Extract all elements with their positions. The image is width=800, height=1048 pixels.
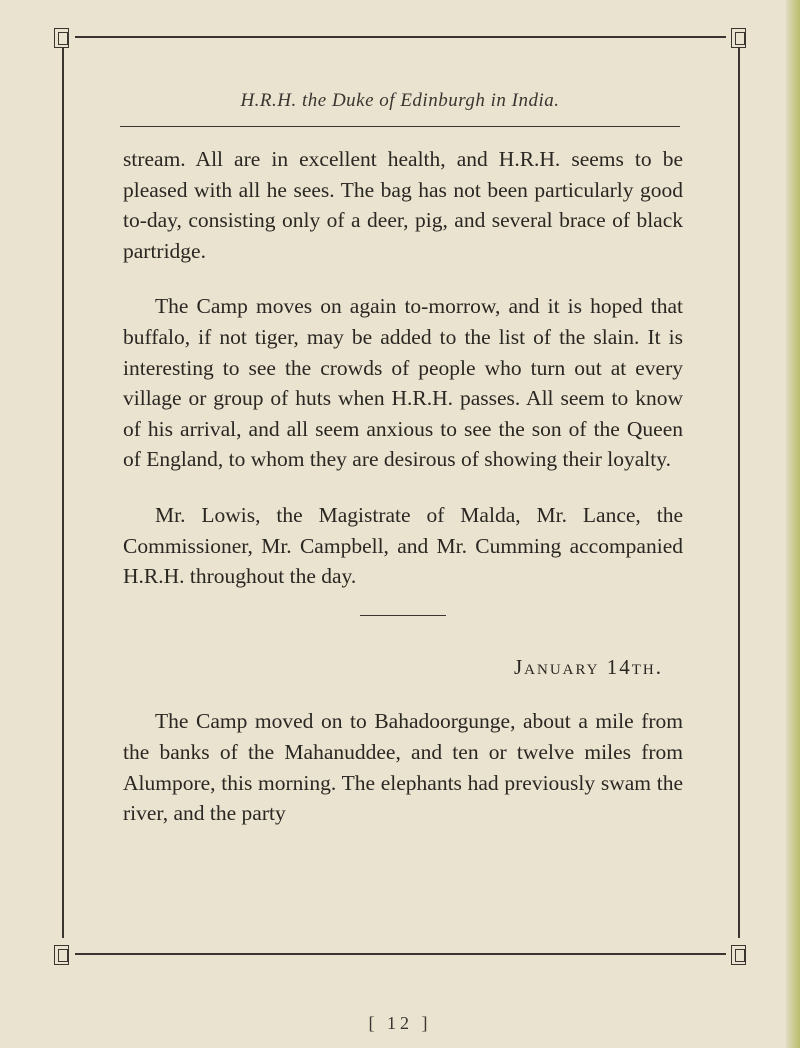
paragraph-4: The Camp moved on to Bahadoorgunge, about a mile from the banks of the Mahanuddee, and ten or twelve miles from Alumpore, this morning. The elephants had previously swam the river, and the party [123, 709, 683, 826]
corner-ornament-bottom-right [731, 945, 746, 965]
frame-tick-tr [738, 48, 740, 64]
date-heading: January 14th. [513, 654, 663, 679]
section-divider [360, 615, 446, 616]
corner-ornament-top-left [54, 28, 69, 48]
header-rule [120, 126, 680, 127]
running-head: H.R.H. the Duke of Edinburgh in India. [240, 90, 560, 111]
frame-top-rule [75, 36, 726, 38]
paragraph-3: Mr. Lowis, the Magistrate of Malda, Mr. Lance, the Commissioner, Mr. Campbell, and Mr. Cumming accompanied H.R.H. throughout the day. [123, 502, 683, 589]
frame-left-rule [62, 50, 64, 938]
page-edge [786, 0, 800, 1048]
frame-tick-tl [62, 48, 64, 64]
paragraph-2: The Camp moves on again to-morrow, and it is hoped that buffalo, if not tiger, may be added to the list of the slain. It is interesting to see the crowds of people who turn out at every village or group of huts when H.R.H. passes. All seem to know of his arrival, and all seem anxious to see the son of the Queen of England, to whom they are desirous of showing their loyalty. [123, 294, 683, 472]
body-text [123, 144, 683, 829]
frame-right-rule [738, 50, 740, 938]
corner-ornament-top-right [731, 28, 746, 48]
paragraph-1: stream. All are in excellent health, and H.R.H. seems to be pleased with all he sees. The bag has not been particularly good to-day, consisting only of a deer, pig, and several brace of black partridge. [123, 147, 683, 263]
frame-bottom-rule [75, 953, 726, 955]
page-number: [ 12 ] [368, 1013, 432, 1033]
corner-ornament-bottom-left [54, 945, 69, 965]
